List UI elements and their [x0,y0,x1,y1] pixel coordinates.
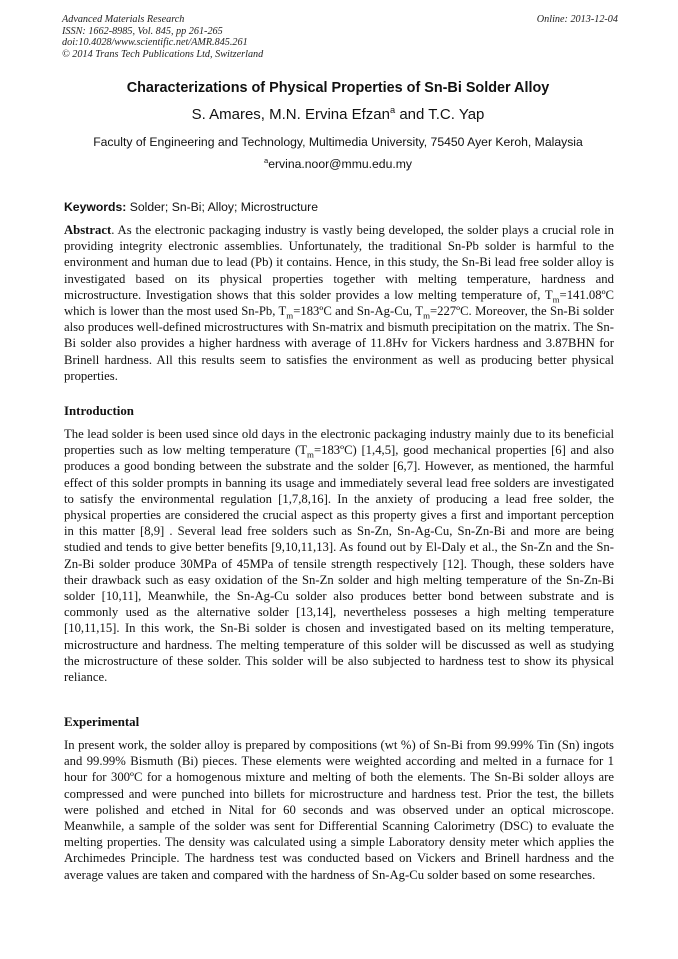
experimental-paragraph: In present work, the solder alloy is prepared by compositions (wt %) of Sn-Bi from 99.99% Tin (Sn) ingots and 99.99% Bismuth (Bi) pieces. These elements were weighted according and melted in a furnace for 1 hour for 300ºC for a homogenous mixture and melting of both the elements. The Sn-Bi solder alloys are compressed and were punched into billets for microstructure and hardness test. Prior the test, the billets were polished and etched in Nital for 60 seconds and was observed under an optical microscope. Meanwhile, a sample of the solder was sent for Differential Scanning Calorimetry (DSC) to evaluate the melting properties. The density was calculated using a simple Laboratory density meter which applies the Archimedes Principle. The hardness test was conducted based on Vickers and Brinell hardness and the average values are taken and compared with the hardness of Sn-Ag-Cu solder based on some researches. [64,738,614,882]
abstract-label: Abstract [64,223,112,237]
keywords-text: Solder; Sn-Bi; Alloy; Microstructure [126,200,318,214]
keywords-label: Keywords: [64,200,127,214]
author-list [62,106,614,123]
affiliation: Faculty of Engineering and Technology, Multimedia University, 75450 Ayer Keroh, Malaysia [93,135,583,149]
subscript-m: m [307,449,314,460]
paper-title: Characterizations of Physical Properties of Sn-Bi Solder Alloy [126,80,550,96]
abstract-text-2: =141.08ºC which is lower than the most used Sn-Pb, T [64,287,614,319]
intro-text-2: =183ºC) [1,4,5], good mechanical properties [6] and also produces a good bonding between the substrate and the solder [6,7]. However, as mentioned, the harmful effect of this solder prompts in banning its usage and immediately several lead free solders are investigated to satisfy the environmental regulation [1,7,8,16]. In the anxiety of producing a lead free solder, the physical properties are considered the crucial aspect as this property gives a first and important perception in this matter [8,9] . Several lead free solders such as Sn-Zn, Sn-Ag-Cu, Sn-Zn-Bi and more are being studied and tends to give better benefits [9,10,11,13]. As found out by El-Daly et al., the Sn-Zn and the Sn-Zn-Bi solder produce 30MPa of 45MPa of tensile strength respectively [12]. Though, these solders have their drawback such as easy oxidation of the Sn-Zn solder and high melting temperature of the Sn-Zn-Bi solder [10,11], Meanwhile, the Sn-Ag-Cu solder also produces better bond between substrate and is commonly used as the alternative solder [13,14], nevertheless posseses a high melting temperature [10,11,15]. In this work, the Sn-Bi solder is chosen and investigated based on its melting temperature, microstructure and hardness. The melting temperature of this solder will be discussed as well as studying the microstructure of these solder. This solder will be also subjected to hardness test to show its physical reliance. [64,443,614,685]
journal-name: Advanced Materials Research [62,14,185,25]
abstract-text-3: =183ºC and Sn-Ag-Cu, T [293,304,424,319]
introduction-paragraph [64,426,614,685]
abstract-paragraph [64,222,614,384]
online-date: Online: 2013-12-04 [536,14,618,25]
intro-text-1: The lead solder is been used since old days in the electronic packaging industry mainly due to its beneficial properties such as low melting temperature (T [64,427,614,458]
journal-header [62,14,618,60]
abstract-text-4: =227ºC. Moreover, the Sn-Bi solder also produces well-defined microstructures with Sn-matrix and bismuth precipitation on the matrix. The Sn-Bi solder also provides a higher hardness with average of 11.8Hv for Vickers hardness and 3.87BHN for Brinell hardness. All this results seem to satisfies the environment as well as producing better physical properties. [64,304,614,383]
email-address: ervina.noor@mmu.edu.my [268,157,412,171]
author-superscript: a [390,105,396,115]
author-email [62,157,614,171]
issn-line: ISSN: 1662-8985, Vol. 845, pp 261-265 [62,25,223,37]
keywords [64,200,616,214]
experimental-heading: Experimental [64,715,140,729]
authors-text: S. Amares, M.N. Ervina Efzan [191,106,390,123]
subscript-m: m [286,310,294,321]
doi-line: doi:10.4028/www.scientific.net/AMR.845.261 [62,37,248,49]
introduction-heading: Introduction [64,404,134,418]
email-superscript: a [264,155,269,165]
subscript-m: m [552,294,560,305]
subscript-m: m [423,310,430,321]
authors-text-end: and T.C. Yap [395,106,485,123]
copyright-line: © 2014 Trans Tech Publications Ltd, Switzerland [62,48,264,60]
abstract-text-1: . As the electronic packaging industry is vastly being developed, the solder plays a crucial role in providing integrity electronic assemblies. Unfortunately, the traditional Sn-Pb solder is harmful to the environment and human due to lead (Pb) it contains. Hence, in this study, the Sn-Bi lead free solder alloy is investigated based on its physical properties together with melting temperature, hardness and microstructure. Investigation shows that this solder provides a low melting temperature of, T [64,223,614,302]
